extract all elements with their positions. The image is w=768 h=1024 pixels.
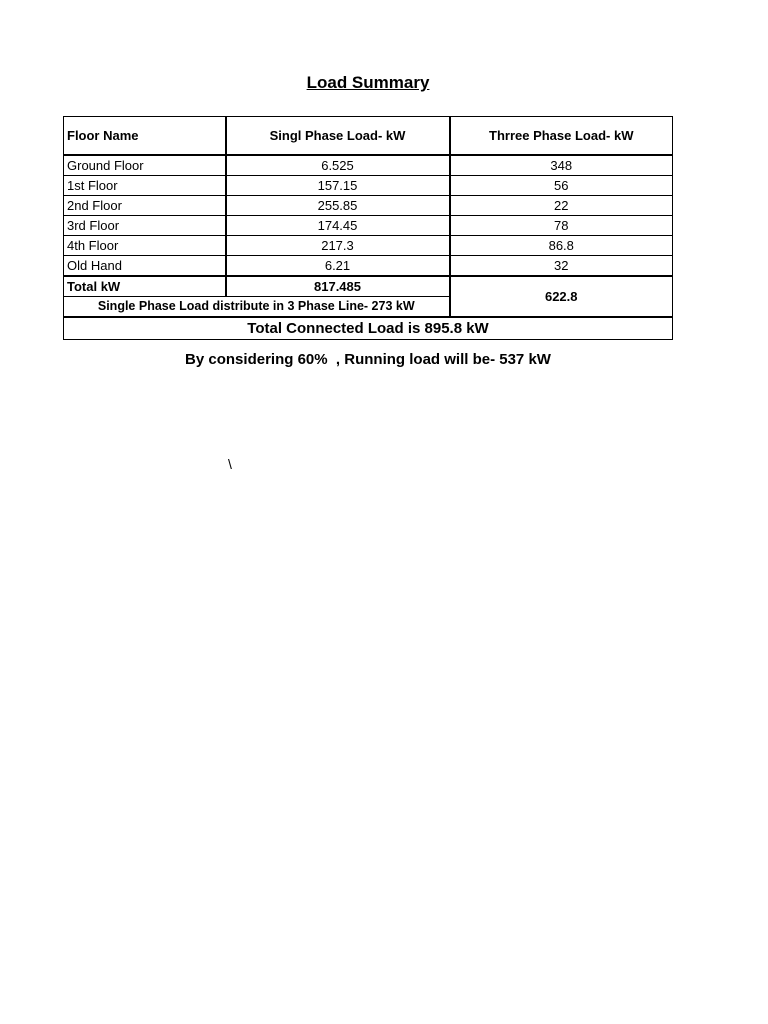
- three-phase-cell: 22: [450, 196, 673, 216]
- table-row: [64, 155, 673, 176]
- header-single-phase: Singl Phase Load- kW: [226, 117, 450, 156]
- table-row: [64, 196, 673, 216]
- single-phase-cell: 6.525: [226, 155, 450, 176]
- single-phase-cell: 157.15: [226, 176, 450, 196]
- single-phase-cell: 174.45: [226, 216, 450, 236]
- single-phase-cell: 217.3: [226, 236, 450, 256]
- table-row: [64, 216, 673, 236]
- connected-load: Total Connected Load is 895.8 kW: [64, 317, 673, 340]
- header-floor-name: Floor Name: [64, 117, 226, 156]
- three-phase-cell: 348: [450, 155, 673, 176]
- three-phase-cell: 78: [450, 216, 673, 236]
- table-row: [64, 236, 673, 256]
- table-header-row: [64, 117, 673, 156]
- floor-name-cell: Ground Floor: [64, 155, 226, 176]
- single-phase-cell: 6.21: [226, 256, 450, 277]
- floor-name-cell: 2nd Floor: [64, 196, 226, 216]
- floor-name-cell: 4th Floor: [64, 236, 226, 256]
- total-three-phase: 622.8: [450, 276, 673, 317]
- distribution-note: Single Phase Load distribute in 3 Phase Line- 273 kW: [64, 297, 450, 318]
- total-single-phase: 817.485: [226, 276, 450, 297]
- table-row: [64, 176, 673, 196]
- floor-name-cell: 3rd Floor: [64, 216, 226, 236]
- total-label: Total kW: [64, 276, 226, 297]
- single-phase-cell: 255.85: [226, 196, 450, 216]
- load-summary-table: [63, 116, 673, 340]
- floor-name-cell: 1st Floor: [64, 176, 226, 196]
- three-phase-cell: 32: [450, 256, 673, 277]
- three-phase-cell: 86.8: [450, 236, 673, 256]
- three-phase-cell: 56: [450, 176, 673, 196]
- page-title: Load Summary: [306, 73, 430, 92]
- running-load-note: By considering 60% , Running load will be- 537 kW: [185, 351, 551, 368]
- total-row: [64, 276, 673, 297]
- header-three-phase: Thrree Phase Load- kW: [450, 117, 673, 156]
- floor-name-cell: Old Hand: [64, 256, 226, 277]
- stray-mark: \: [228, 456, 232, 472]
- table-row: [64, 256, 673, 277]
- connected-load-row: [64, 317, 673, 340]
